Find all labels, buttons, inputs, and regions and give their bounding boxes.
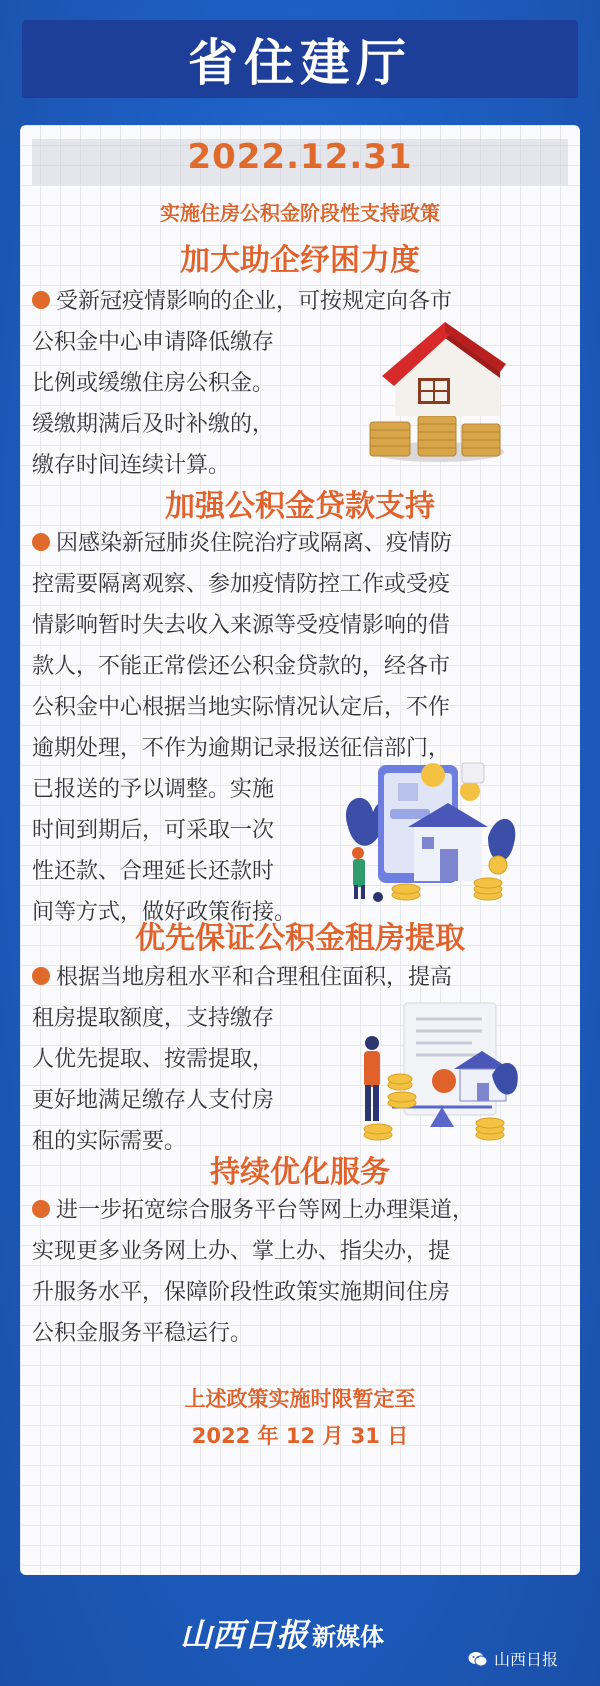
- phone-pay-house-illustration: [338, 757, 518, 907]
- section-2-line-2: 控需要隔离观察、参加疫情防控工作或受疫: [32, 572, 451, 597]
- policy-subtitle: 实施住房公积金阶段性支持政策: [160, 201, 440, 225]
- wechat-icon: [468, 1651, 488, 1667]
- section-4-line-3: 升服务水平，保障阶段性政策实施期间住房: [32, 1280, 451, 1305]
- bullet-dot: [32, 291, 50, 309]
- section-title-3: 优先保证公积金租房提取: [135, 921, 465, 956]
- header-banner: [22, 20, 578, 98]
- section-1-line-2: 公积金中心申请降低缴存: [32, 330, 275, 355]
- section-2-line-10: 间等方式，做好政策衔接。: [32, 900, 297, 925]
- section-2-line-9: 性还款、合理延长还款时: [32, 859, 275, 884]
- wechat-account-name: 山西日报: [494, 1650, 559, 1669]
- wechat-account: [468, 1647, 558, 1670]
- section-2-line-8: 时间到期后，可采取一次: [32, 818, 275, 843]
- contract-balance-illustration: [342, 995, 522, 1145]
- section-2-line-7: 已报送的予以调整。实施: [32, 777, 275, 802]
- bullet-dot: [32, 1200, 50, 1218]
- section-title-2: 加强公积金贷款支持: [165, 489, 435, 524]
- section-3-line-4: 更好地满足缴存人支付房: [32, 1088, 275, 1113]
- section-4-line-4: 公积金服务平稳运行。: [32, 1321, 253, 1346]
- section-1-line-5: 缴存时间连续计算。: [32, 453, 231, 478]
- section-title-4: 持续优化服务: [210, 1155, 390, 1190]
- section-3-line-1: 根据当地房租水平和合理租住面积，提高: [32, 957, 452, 998]
- section-title-1: 加大助企纾困力度: [180, 243, 420, 278]
- section-1-line-3: 比例或缓缴住房公积金。: [32, 371, 275, 396]
- section-4-text: [32, 1190, 474, 1354]
- closing-line-2: 2022 年 12 月 31 日: [191, 1424, 409, 1448]
- page-title: 省住建厅: [188, 34, 412, 92]
- bullet-dot: [32, 533, 50, 551]
- section-3-line-2: 租房提取额度，支持缴存: [32, 1006, 275, 1031]
- house-coins-illustration: [360, 320, 510, 470]
- section-1-line-4: 缓缴期满后及时补缴的，: [32, 412, 275, 437]
- section-2-line-4: 款人，不能正常偿还公积金贷款的，经各市: [32, 654, 451, 679]
- section-2-line-3: 情影响暂时失去收入来源等受疫情影响的借: [32, 613, 451, 638]
- section-1-line-1: 受新冠疫情影响的企业，可按规定向各市: [32, 281, 452, 322]
- section-2-line-1: 因感染新冠肺炎住院治疗或隔离、疫情防: [32, 523, 452, 564]
- section-3-line-5: 租的实际需要。: [32, 1129, 187, 1154]
- date-heading: 2022.12.31: [187, 137, 413, 177]
- section-3-line-3: 人优先提取、按需提取，: [32, 1047, 275, 1072]
- new-media-label: 新媒体: [312, 1623, 384, 1651]
- bullet-dot: [32, 967, 50, 985]
- content-card: [20, 125, 580, 1575]
- section-2-line-6: 逾期处理，不作为逾期记录报送征信部门，: [32, 736, 451, 761]
- shanxi-daily-logo: 山西日报: [180, 1616, 309, 1654]
- section-2-line-5: 公积金中心根据当地实际情况认定后，不作: [32, 695, 451, 720]
- section-4-line-1: 进一步拓宽综合服务平台等网上办理渠道，: [32, 1190, 474, 1231]
- section-4-line-2: 实现更多业务网上办、掌上办、指尖办，提: [32, 1239, 451, 1264]
- closing-line-1: 上述政策实施时限暂定至: [184, 1387, 416, 1411]
